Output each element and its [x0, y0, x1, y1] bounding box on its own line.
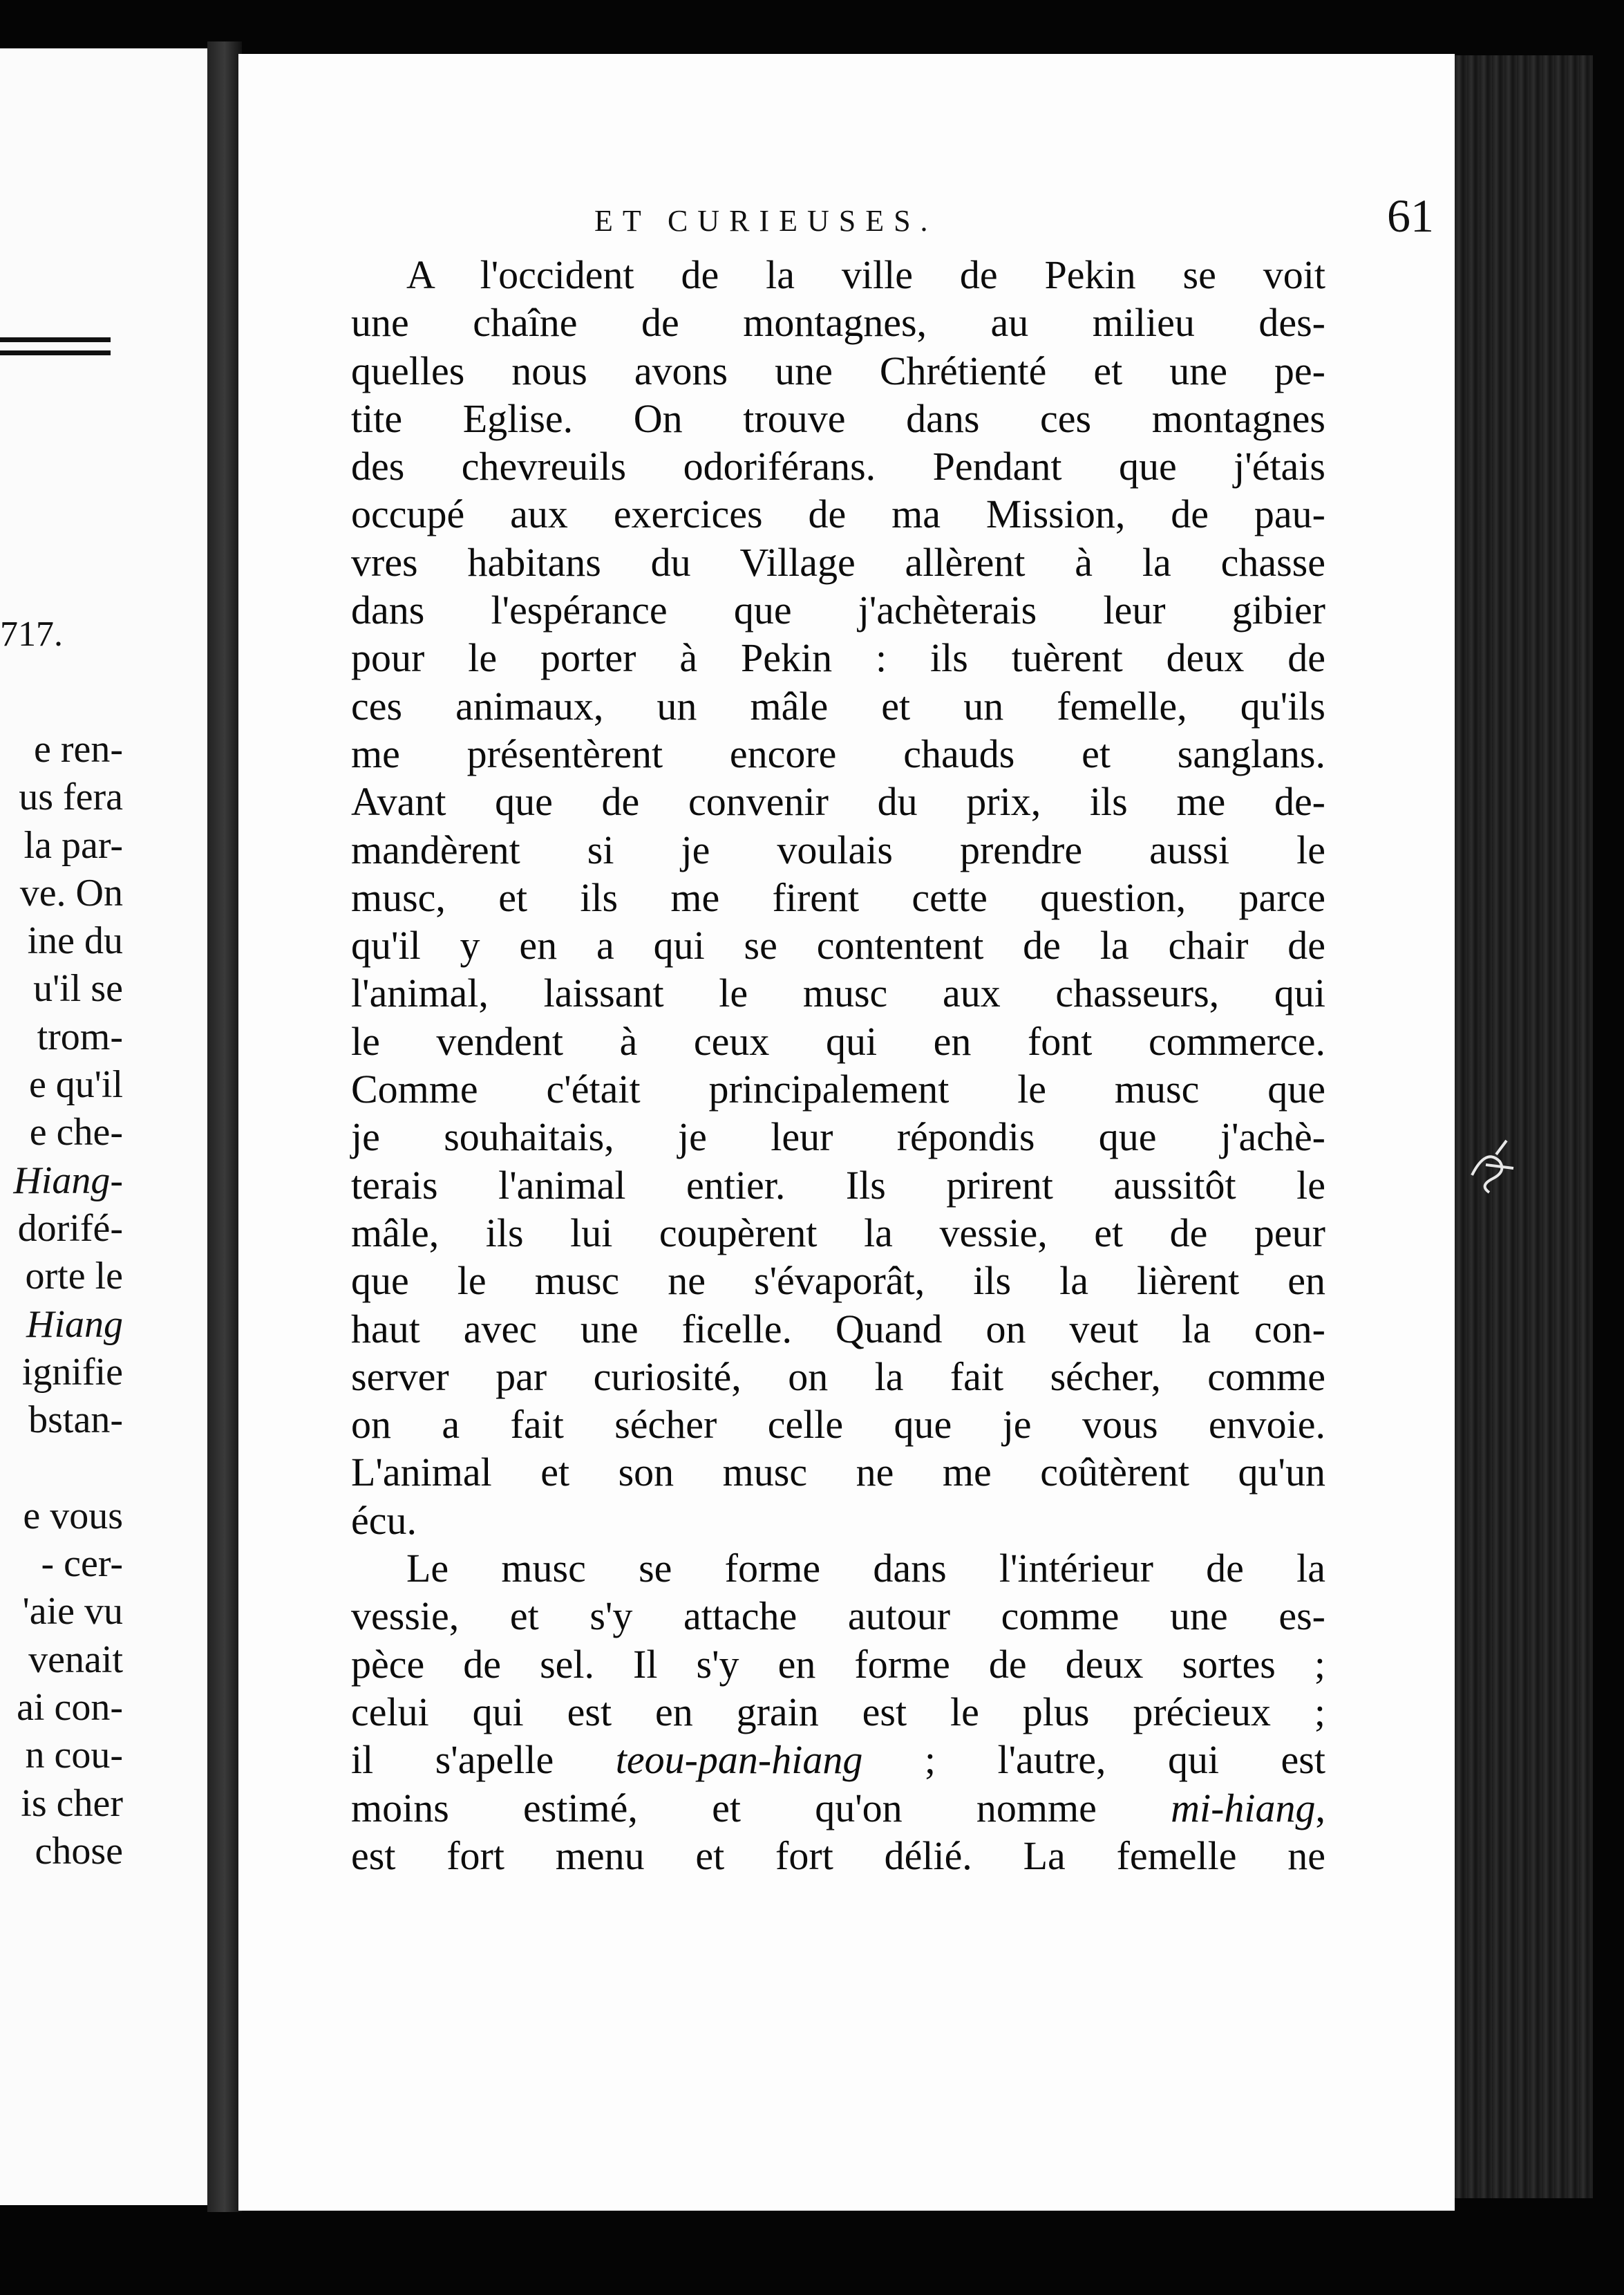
left-fragment: ine du	[27, 919, 123, 963]
text-line: dans l'espérance que j'achèterais leur gibier	[351, 588, 1325, 633]
text-run: moins estimé, et qu'on nomme	[351, 1785, 1171, 1830]
text-line: occupé aux exercices de ma Mission, de pau-	[351, 491, 1325, 537]
text-line: l'animal, laissant le musc aux chasseurs, qui	[351, 971, 1325, 1016]
running-head-title: ET CURIEUSES.	[594, 204, 938, 238]
text-run: ,	[1315, 1785, 1325, 1830]
left-fragment: venait	[28, 1638, 123, 1681]
left-fragment: Hiang	[26, 1302, 123, 1346]
left-fragment: Hiang-	[13, 1159, 123, 1202]
left-fragment: bstan-	[28, 1398, 123, 1442]
text-line: une chaîne de montagnes, au milieu des-	[351, 300, 1325, 346]
running-head	[238, 189, 1455, 249]
text-line: L'animal et son musc ne me coûtèrent qu'un	[351, 1450, 1325, 1495]
text-line: Avant que de convenir du prix, ils me de-	[351, 779, 1325, 825]
text-line: vessie, et s'y attache autour comme une es-	[351, 1593, 1325, 1639]
text-line: haut avec une ficelle. Quand on veut la con-	[351, 1306, 1325, 1351]
left-fragment: 'aie vu	[22, 1590, 123, 1633]
text-line-mi-hiang	[351, 1784, 1325, 1832]
text-line: server par curiosité, on la fait sécher, comme	[351, 1353, 1325, 1399]
italic-term: mi-hiang	[1171, 1785, 1316, 1830]
text-line: que le musc ne s'évaporât, ils la lièrent en	[351, 1258, 1325, 1304]
text-line: musc, et ils me firent cette question, parce	[351, 874, 1325, 920]
italic-term: teou-pan-hiang	[615, 1737, 863, 1783]
left-fragment: e che-	[29, 1111, 123, 1154]
paragraph-1	[351, 251, 1325, 1544]
text-line: mandèrent si je voulais prendre aussi le	[351, 827, 1325, 872]
text-line: tite Eglise. On trouve dans ces montagnes	[351, 395, 1325, 441]
left-fragment: e qu'il	[28, 1063, 123, 1107]
text-line: Comme c'était principalement le musc que	[351, 1067, 1325, 1112]
text-line: est fort menu et fort délié. La femelle ne	[351, 1833, 1325, 1878]
left-fragment: n cou-	[25, 1734, 123, 1777]
text-line: me présentèrent encore chauds et sanglans.	[351, 731, 1325, 776]
left-fragment: ve. On	[19, 871, 123, 915]
ink-mark-icon	[1465, 1134, 1520, 1203]
text-line: on a fait sécher celle que je vous envoie.	[351, 1402, 1325, 1448]
left-fragment: trom-	[37, 1015, 123, 1058]
text-line: pèce de sel. Il s'y en forme de deux sortes ;	[351, 1641, 1325, 1687]
left-fragment: e vous	[23, 1494, 123, 1537]
text-run: il s'apelle	[351, 1737, 616, 1783]
left-fragment: e ren-	[33, 728, 123, 771]
text-line: Le musc se forme dans l'intérieur de la	[406, 1546, 1325, 1591]
left-fragment: chose	[35, 1829, 123, 1873]
page-number: 61	[1387, 189, 1434, 242]
text-line: le vendent à ceux qui en font commerce.	[351, 1018, 1325, 1064]
left-fragment: orte le	[25, 1255, 123, 1298]
text-line: qu'il y en a qui se contentent de la chair de	[351, 923, 1325, 968]
left-fragment: u'il se	[33, 967, 123, 1011]
book-edge	[1455, 55, 1593, 2198]
text-line: vres habitans du Village allèrent à la chasse	[351, 539, 1325, 585]
right-page	[238, 54, 1455, 2211]
book-gutter	[207, 41, 242, 2212]
left-fragment: - cer-	[41, 1542, 123, 1586]
text-line: écu.	[351, 1497, 417, 1543]
text-run: ; l'autre, qui est	[862, 1737, 1325, 1783]
text-line: ces animaux, un mâle et un femelle, qu'ils	[351, 683, 1325, 729]
left-fragment-gap	[13, 1444, 123, 1492]
text-line: celui qui est en grain est le plus précieux ;	[351, 1689, 1325, 1734]
left-page-fragments	[13, 726, 123, 1875]
text-line: quelles nous avons une Chrétienté et une pe-	[351, 348, 1325, 393]
left-fragment: is cher	[21, 1781, 123, 1825]
text-line: mâle, ils lui coupèrent la vessie, et de peur	[351, 1210, 1325, 1255]
text-line-teou-pan-hiang	[351, 1736, 1325, 1783]
left-fragment: dorifé-	[17, 1206, 123, 1250]
left-fragment: la par-	[23, 823, 123, 867]
text-line: terais l'animal entier. Ils prirent aussitôt le	[351, 1162, 1325, 1208]
text-line: je souhaitais, je leur répondis que j'achè-	[351, 1114, 1325, 1160]
left-page-rule	[0, 337, 111, 355]
left-fragment: ignifie	[21, 1350, 123, 1394]
paragraph-2	[351, 1544, 1325, 1880]
left-page	[0, 48, 220, 2205]
text-line: A l'occident de la ville de Pekin se voit	[406, 252, 1325, 297]
text-line: pour le porter à Pekin : ils tuèrent deux de	[351, 635, 1325, 681]
left-fragment: ai con-	[17, 1685, 123, 1729]
left-fragment: us fera	[19, 776, 123, 819]
body-text	[351, 251, 1325, 1880]
text-line: des chevreuils odoriférans. Pendant que j'étais	[351, 444, 1325, 489]
left-page-year: 717.	[0, 615, 63, 654]
